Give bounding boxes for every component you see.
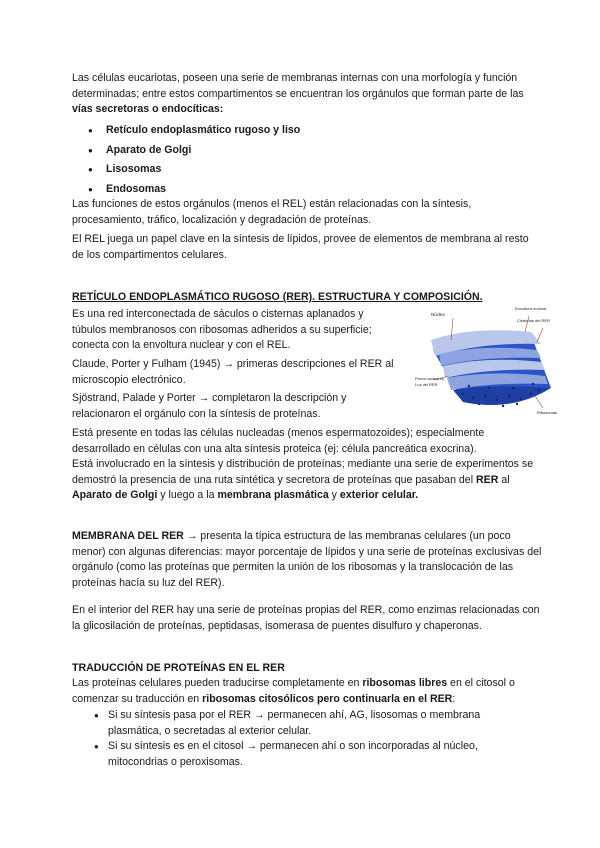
intro-text: Las células eucariotas, poseen una serie de membranas internas con una morfología y función determinadas; entre estos compartimentos se encuentran los orgánulos que forman parte de las bbox=[72, 72, 524, 100]
section-heading-rer: RETÍCULO ENDOPLASMÁTICO RUGOSO (RER). ESTRUCTURA Y COMPOSICIÓN. bbox=[72, 291, 483, 303]
section-heading-traduccion: TRADUCCIÓN DE PROTEÍNAS EN EL RER bbox=[72, 662, 285, 674]
traduccion-text: Las proteínas celulares pueden traducirse completamente en bbox=[72, 677, 363, 689]
list-item: ● Lisosomas bbox=[72, 160, 534, 180]
leader-line bbox=[535, 396, 543, 408]
rer-illustration bbox=[413, 300, 563, 418]
rer-involvement-bold: RER bbox=[476, 473, 499, 486]
traduccion-bold: ribosomas libres bbox=[362, 677, 448, 689]
rer-involvement-text: y luego a la bbox=[157, 489, 218, 501]
list-item: ● Si su síntesis es en el citosol → permanecen ahí o son incorporadas al núcleo, mitocondrias o peroxisomas. bbox=[90, 739, 530, 770]
label-poros: Poros nucleares bbox=[415, 376, 444, 381]
label-ribosomas: Ribosomas bbox=[537, 410, 558, 415]
membrana-title: MEMBRANA DEL RER bbox=[72, 530, 184, 542]
rer-involvement-bold: Aparato de Golgi bbox=[72, 489, 158, 501]
rer-involvement bbox=[72, 457, 542, 504]
functions-paragraph: Las funciones de estos orgánulos (menos el REL) están relacionadas con la síntesis, procesamiento, tráfico, localización y degradación de proteínas. bbox=[72, 198, 472, 226]
label-luz: Luz del RER bbox=[415, 382, 438, 387]
rel-paragraph: El REL juega un papel clave en la síntesis de lípidos, provee de elementos de membrana al resto de los compartimentos celulares. bbox=[72, 233, 529, 261]
rer-involvement-text: al bbox=[498, 473, 510, 486]
intro-bold: vías secretoras o endocíticas: bbox=[72, 103, 224, 115]
rer-history-1: Claude, Porter y Fulham (1945) → primeras descripciones el RER al microscopio electrónico. bbox=[72, 358, 394, 386]
rer-presence: Está presente en todas las células nucleadas (menos espermatozoides); especialmente desarrollado en células con una alta síntesis proteica (ej: célula pancreática exocrina). bbox=[72, 427, 485, 455]
membrana-text: → presenta la típica estructura de las membranas celulares (un poco menor) con algunas diferencias: mayor porcentaje de lípidos y una serie de proteínas exclusivas del orgánulo (como las proteínas que permiten la unión de los ribosomas y la translocación de las proteínas hacía su luz del RER). bbox=[72, 530, 542, 589]
list-item: ● Retículo endoplasmático rugoso y liso bbox=[72, 121, 534, 141]
rer-diagram bbox=[413, 300, 563, 418]
membrana-paragraph bbox=[72, 529, 542, 591]
rer-involvement-text: Está involucrado en la síntesis y distribución de proteínas; mediante una serie de experimentos se demostró la presencia de una ruta sintética y secretora de proteínas que pasaban del bbox=[72, 458, 534, 486]
rer-layer bbox=[453, 386, 549, 405]
rer-involvement-bold: membrana plasmática bbox=[217, 489, 329, 501]
traduccion-text: : bbox=[452, 692, 456, 705]
list-item: ● Endosomas bbox=[72, 180, 534, 200]
rer-involvement-text: y bbox=[328, 489, 340, 501]
rer-definition: Es una red interconectada de sáculos o cisternas aplanados y túbulos membranosos con ribosomas adheridos a su superficie; conecta con la envoltura nuclear y con el REL. bbox=[72, 308, 372, 351]
traduccion-bold: ribosomas citosólicos pero continuarla en el RER bbox=[202, 692, 453, 705]
rer-involvement-bold: exterior celular. bbox=[339, 489, 419, 501]
label-cisternas: Cisternas del RER bbox=[517, 318, 550, 323]
rer-history-2: Sjöstrand, Palade y Porter → completaron la descripción y relacionaron el orgánulo con la síntesis de proteínas. bbox=[72, 392, 347, 420]
intro-paragraph bbox=[72, 71, 534, 118]
leader-line bbox=[537, 328, 543, 342]
label-envoltura: Envoltura nuclear bbox=[515, 306, 547, 311]
label-nucleo: Núcleo bbox=[431, 312, 446, 317]
traduccion-paragraph bbox=[72, 676, 542, 707]
traduccion-list bbox=[90, 708, 530, 770]
organelle-list bbox=[72, 121, 534, 199]
traduccion-text: en el citosol o comenzar su traducción en bbox=[72, 677, 515, 705]
list-item: ● Aparato de Golgi bbox=[72, 141, 534, 161]
list-item: ● Si su síntesis pasa por el RER → permanecen ahí, AG, lisosomas o membrana plasmática, o secretadas al exterior celular. bbox=[90, 708, 530, 739]
rer-proteins-paragraph: En el interior del RER hay una serie de proteínas propias del RER, como enzimas relacionadas con la glicosilación de proteínas, peptidasas, isomerasa de puentes disulfuro y chaperonas. bbox=[72, 604, 540, 632]
